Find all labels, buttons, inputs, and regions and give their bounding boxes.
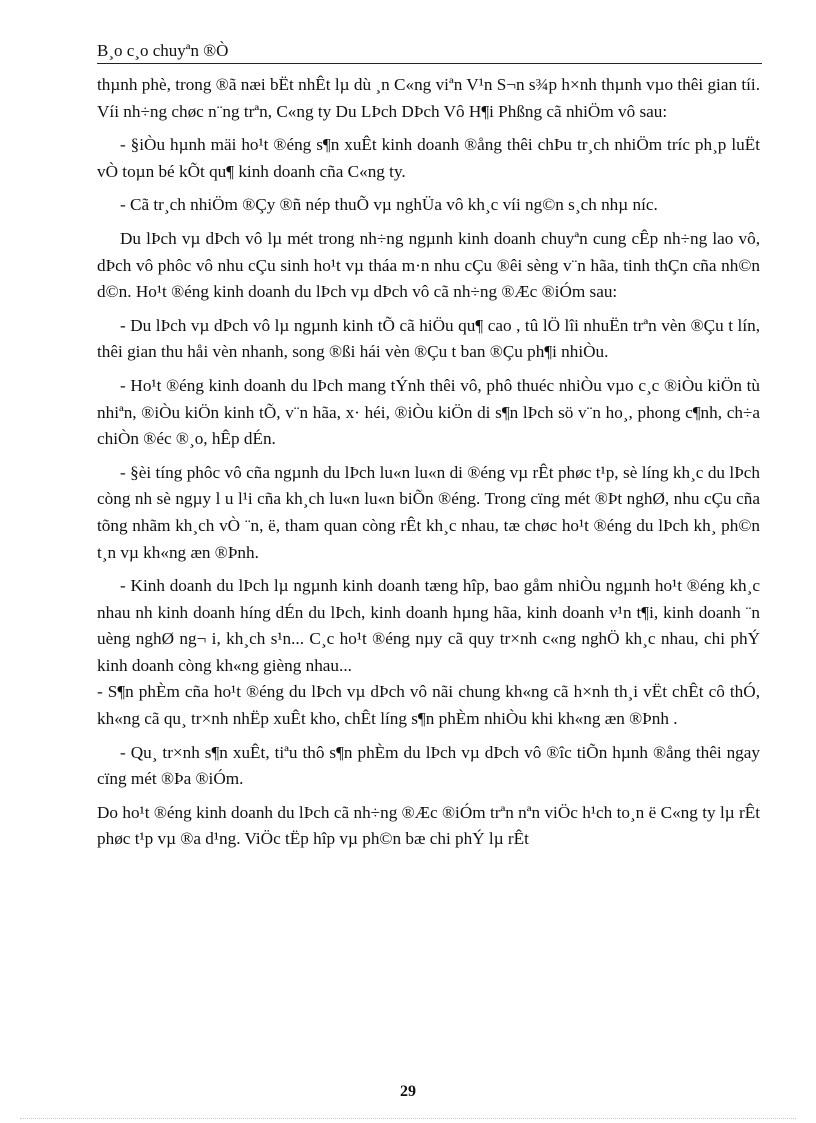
- paragraph: - Kinh doanh du lÞch lµ ngµnh kinh doanh tæng hîp, bao gåm nhiÒu ngµnh ho¹t ®éng kh¸c nhau nh kinh doanh híng dÉn du lÞch, kinh doanh hµng hãa, kinh doanh v¹n t¶i, kinh doanh ¨n uèng nghØ ng¬ i, kh¸ch s¹n... C¸c ho¹t ®éng nµy cã quy tr×nh c«ng nghÖ kh¸c nhau, chi phÝ kinh doanh còng kh«ng gièng nhau...: [97, 576, 760, 675]
- page-bottom-divider: [20, 1118, 796, 1119]
- paragraph: Do ho¹t ®éng kinh doanh du lÞch cã nh÷ng ®Æc ®iÓm trªn nªn viÖc h¹ch to¸n ë C«ng ty lµ rÊt phøc t¹p vµ ®a d¹ng. ViÖc tËp hîp vµ ph©n bæ chi phÝ lµ rÊt: [97, 802, 760, 849]
- paragraph: - Qu¸ tr×nh s¶n xuÊt, tiªu thô s¶n phÈm du lÞch vµ dÞch vô ®îc tiÕn hµnh ®ång thêi ngay cïng mét ®Þa ®iÓm.: [97, 742, 760, 789]
- paragraph: - S¶n phÈm cña ho¹t ®éng du lÞch vµ dÞch vô nãi chung kh«ng cã h×nh th¸i vËt chÊt cô thÓ, kh«ng cã qu¸ tr×nh nhËp xuÊt kho, chÊt líng s¶n phÈm nhiÒu khi kh«ng æn ®Þnh .: [97, 682, 760, 729]
- paragraph: - Du lÞch vµ dÞch vô lµ ngµnh kinh tÕ cã hiÖu qu¶ cao , tû lÖ lîi nhuËn trªn vèn ®Çu t lín, thêi gian thu håi vèn nhanh, song ®ßi hái vèn ®Çu t ban ®Çu ph¶i nhiÒu.: [97, 315, 760, 362]
- paragraph: thµnh phè, trong ®ã næi bËt nhÊt lµ dù ¸n C«ng viªn V¹n S¬n s¾p h×nh thµnh vµo thêi gian tíi. Víi nh÷ng chøc n¨ng trªn, C«ng ty Du LÞch DÞch Vô H¶i Phßng cã nhiÖm vô sau:: [97, 75, 760, 121]
- paragraph: - §èi tíng phôc vô cña ngµnh du lÞch lu«n lu«n di ®éng vµ rÊt phøc t¹p, sè líng kh¸c du lÞch còng nh sè ngµy l u l¹i cña kh¸ch lu«n lu«n biÕn ®éng. Trong cïng mét ®Þt nghØ, nhu cÇu cña tõng nhãm kh¸ch vÒ ¨n, ë, tham quan còng rÊt kh¸c nhau, tæ chøc ho¹t ®éng du lÞch kh¸ ph©n t¸n vµ kh«ng æn ®Þnh.: [97, 462, 760, 562]
- paragraph: - §iÒu hµnh mäi ho¹t ®éng s¶n xuÊt kinh doanh ®ång thêi chÞu tr¸ch nhiÖm tríc ph¸p luËt vÒ toµn bé kÕt qu¶ kinh doanh cña C«ng ty.: [97, 135, 760, 181]
- paragraph: Du lÞch vµ dÞch vô lµ mét trong nh÷ng ngµnh kinh doanh chuyªn cung cÊp nh÷ng lao vô, dÞch vô phôc vô nhu cÇu sinh ho¹t vµ tháa m·n nhu cÇu ®êi sèng v¨n hãa, tinh thÇn cña nh©n d©n. Ho¹t ®éng kinh doanh du lÞch vµ dÞch vô cã nh÷ng ®Æc ®iÓm sau:: [97, 228, 760, 302]
- running-header: B¸o c¸o chuyªn ®Ò: [97, 40, 762, 64]
- paragraph: - Ho¹t ®éng kinh doanh du lÞch mang tÝnh thêi vô, phô thuéc nhiÒu vµo c¸c ®iÒu kiÖn tù nhiªn, ®iÒu kiÖn kinh tÕ, v¨n hãa, x· héi, ®iÒu kiÖn di s¶n lÞch sö v¨n ho¸, phong c¶nh, ch÷a chiÒn ®éc ®¸o, hÊp dÉn.: [97, 375, 760, 449]
- page-number: 29: [400, 1083, 416, 1100]
- body-text: [97, 72, 760, 853]
- paragraph: - Cã tr¸ch nhiÖm ®Çy ®ñ nép thuÕ vµ nghÜa vô kh¸c víi ng©n s¸ch nhµ níc.: [120, 195, 658, 215]
